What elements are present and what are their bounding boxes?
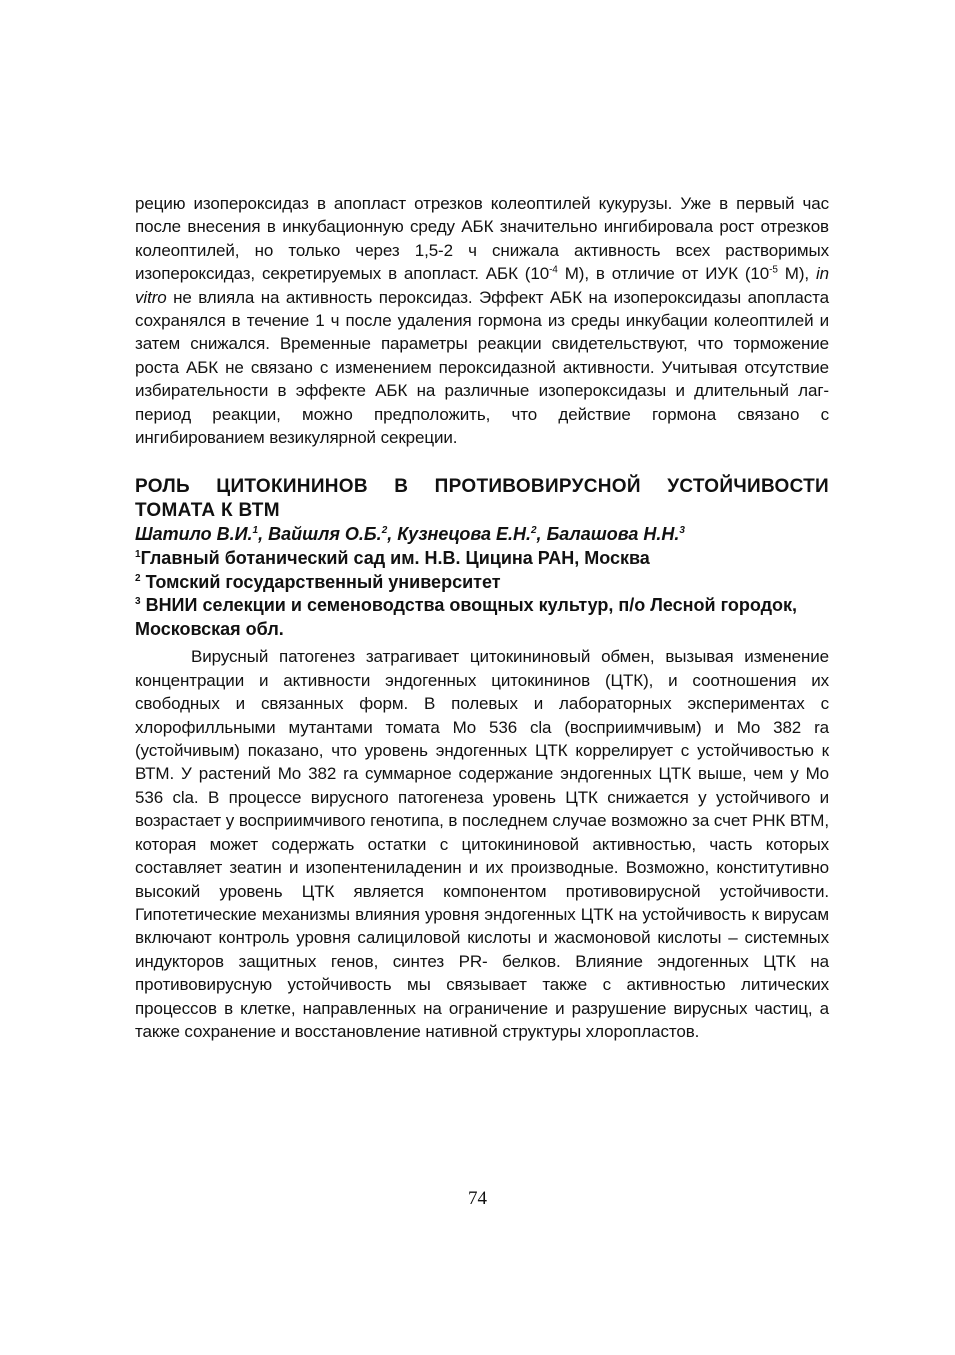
article-body: Вирусный патогенез затрагивает цитокининовый обмен, вызывая изменение концентрации и активности эндогенных цитокининов (ЦТК), и соотношения их свободных и связанных форм. В полевых и лабораторных экспериментах с хлорофилльными мутантами томата Mo 536 cla (восприимчивым) и Mo 382 ra (устойчивым) показано, что уровень эндогенных ЦТК коррелирует с устойчивостью к ВТМ. У растений Mo 382 ra суммарное содержание эндогенных ЦТК выше, чем у Mo 536 cla. В процессе вирусного патогенеза уровень ЦТК снижается у устойчивого и возрастает у восприимчивого генотипа, в последнем случае возможно за счет РНК ВТМ, которая может содержать остатки с цитокининовой активностью, часть которых составляет зеатин и изопентениладенин и их производные. Возможно, конститутивно высокий уровень ЦТК является компонентом противовирусной устойчивости. Гипотетические механизмы влияния уровня эндогенных ЦТК на устойчивость к вирусам включают контроль уровня салициловой кислоты и жасмоновой кислоты – системных индукторов защитных генов, синтез PR- белков. Влияние эндогенных ЦТК на противовирусную устойчивость мы связывает также с активностью литических процессов в клетке, направленных на ограничение и разрушение вирусных частиц, а также сохранение и восстановление нативной структуры хлоропластов. bbox=[135, 647, 829, 1041]
affiliation-mark: 3 bbox=[135, 596, 141, 608]
author-name: Вайшля О.Б. bbox=[268, 524, 382, 545]
author-name: Балашова Н.Н. bbox=[546, 524, 680, 545]
author-mark: 2 bbox=[381, 525, 388, 537]
affiliation-2 bbox=[135, 571, 829, 595]
affiliation-1 bbox=[135, 547, 829, 571]
author-separator: , bbox=[536, 524, 547, 545]
intro-in-vitro: in vitro bbox=[135, 264, 829, 307]
intro-text-2: М), в отличие от ИУК (10 bbox=[557, 264, 770, 284]
author-mark: 2 bbox=[530, 525, 537, 537]
author-mark: 3 bbox=[679, 525, 685, 537]
intro-exponent-1: -4 bbox=[549, 264, 558, 276]
affiliation-text: Главный ботанический сад им. Н.В. Цицина РАН, Москва bbox=[140, 548, 650, 569]
author-separator: , bbox=[387, 524, 398, 545]
intro-text-3: М), bbox=[777, 264, 816, 284]
affiliation-3 bbox=[135, 594, 829, 641]
intro-text-4: не влияла на активность пероксидаз. Эффект АБК на изопероксидазы апопласта сохранялся в течение 1 ч после удаления гормона из среды инкубации колеоптилей и затем снижался. Временные параметры реакции свидетельствуют, что торможение роста АБК не связано с изменением пероксидазной активности. Учитывая отсутствие избирательности в эффекте АБК на различные изопероксидазы и длительный лаг-период реакции, можно предположить, что действие гормона связано с ингибированием везикулярной секреции. bbox=[135, 287, 829, 448]
affiliation-text: ВНИИ селекции и семеноводства овощных культур, п/о Лесной городок, Московская обл. bbox=[135, 595, 798, 639]
intro-exponent-2: -5 bbox=[769, 264, 778, 276]
intro-text-1: рецию изопероксидаз в апопласт отрезков колеоптилей кукурузы. Уже в первый час после внесения в инкубационную среду АБК значительно ингибировала рост отрезков колеоптилей, но только через 1,5-2 ч снижала активность всех растворимых изопероксидаз, секретируемых в апопласт. АБК (10 bbox=[135, 194, 829, 284]
article-title: РОЛЬ ЦИТОКИНИНОВ В ПРОТИВОВИРУСНОЙ УСТОЙЧИВОСТИ ТОМАТА К ВТМ bbox=[135, 476, 829, 522]
affiliation-mark: 1 bbox=[135, 549, 141, 561]
author-separator: , bbox=[258, 524, 269, 545]
affiliation-text: Томский государственный университет bbox=[140, 571, 501, 592]
author-mark: 1 bbox=[252, 525, 259, 537]
intro-paragraph bbox=[135, 192, 829, 449]
page-content bbox=[135, 192, 829, 1043]
author-name: Шатило В.И. bbox=[135, 524, 253, 545]
author-name: Кузнецова Е.Н. bbox=[397, 524, 531, 545]
page-number: 74 bbox=[468, 1188, 487, 1209]
article-authors bbox=[135, 523, 829, 547]
affiliation-mark: 2 bbox=[135, 572, 141, 584]
